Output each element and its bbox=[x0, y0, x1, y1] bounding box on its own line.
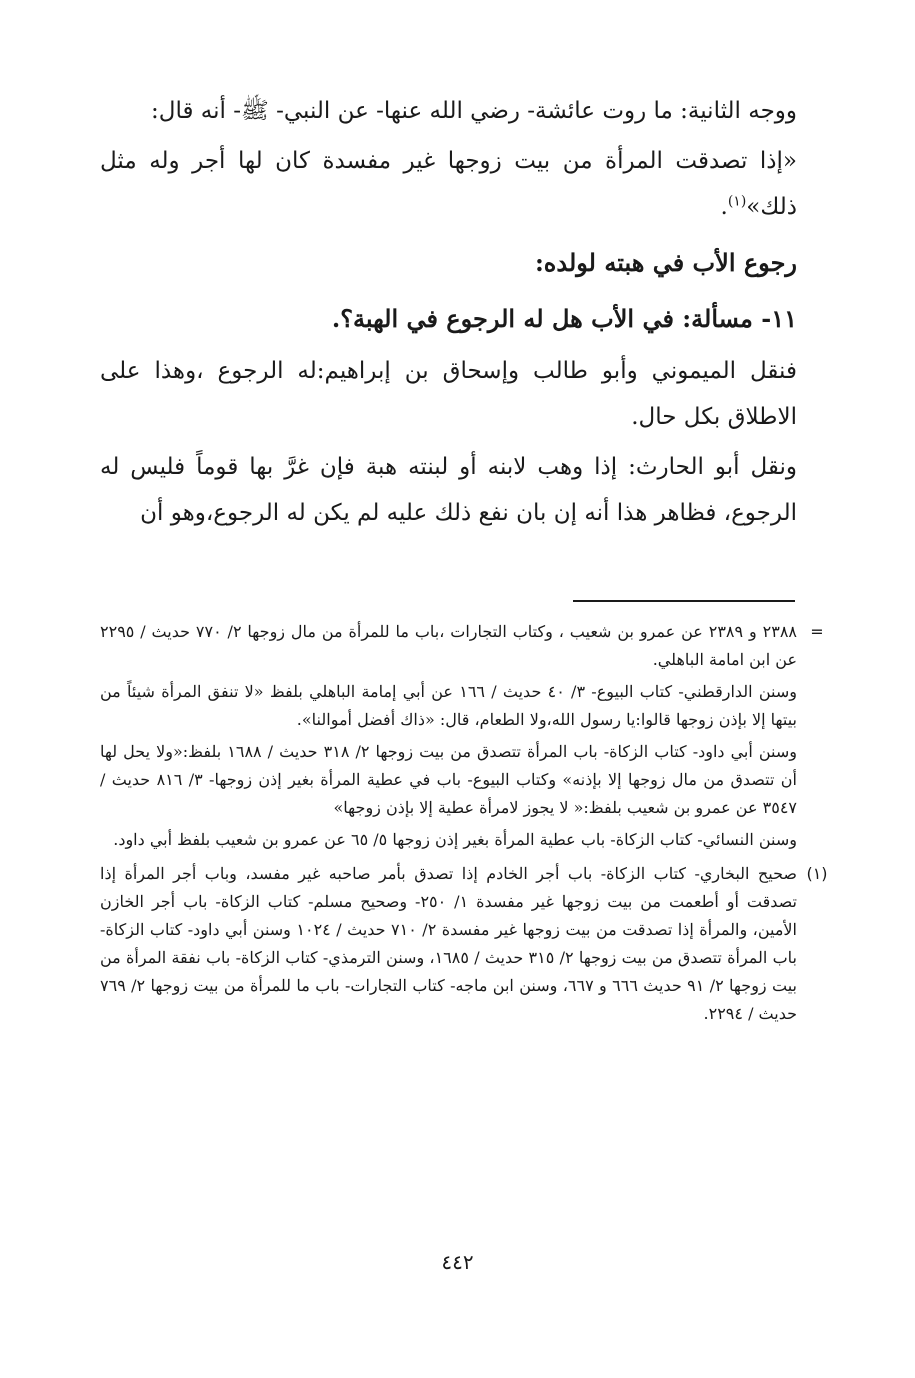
footnote-continued bbox=[100, 618, 824, 854]
footnote-1-marker: (١) bbox=[806, 864, 828, 883]
main-text bbox=[100, 88, 797, 540]
footnote-paragraph: ٢٣٨٨ و ٢٣٨٩ عن عمرو بن شعيب ، وكتاب التجارات ،باب ما للمرأة من مال زوجها ٢/ ٧٧٠ حديث / ٢٢٩٥ عن ابن امامة الباهلي. bbox=[100, 622, 797, 669]
footnote-reference[interactable]: (١) bbox=[727, 193, 747, 210]
paragraph-abu-harith-narration: ونقل أبو الحارث: إذا وهب لابنه أو لبنته هبة فإن غرَّ بها قوماً فليس له الرجوع، فظاهر هذا أنه إن بان نفع ذلك عليه لم يكن له الرجوع،وهو أن bbox=[100, 454, 797, 526]
section-heading: رجوع الأب في هبته لولده: bbox=[534, 248, 797, 277]
paragraph-aisha-hadith-intro: ووجه الثانية: ما روت عائشة- رضي الله عنها- عن النبي- ﷺ- أنه قال: bbox=[151, 98, 797, 124]
footnote-paragraph: وسنن أبي داود- كتاب الزكاة- باب المرأة تتصدق من بيت زوجها ٢/ ٣١٨ حديث / ١٦٨٨ بلفظ:«ولا يحل لها أن تتصدق من مال زوجها إلا بإذنه» وكتاب البيوع- باب في عطية المرأة بغير إذن زوجها- ٣/ ٨١٦ حديث / ٣٥٤٧ عن عمرو بن شعيب بلفظ:« لا يجوز لامرأة عطية إلا بإذن زوجها» bbox=[100, 742, 797, 817]
footnote-1 bbox=[100, 860, 828, 1028]
footnote-continued-marker: = bbox=[810, 622, 824, 641]
page-number: ٤٤٢ bbox=[441, 1250, 474, 1274]
footnote-paragraph: وسنن النسائي- كتاب الزكاة- باب عطية المرأة بغير إذن زوجها ٥/ ٦٥ عن عمرو بن شعيب بلفظ أبي داود. bbox=[113, 830, 797, 849]
paragraph-hadith-quote bbox=[100, 138, 797, 230]
footnotes-section bbox=[100, 618, 828, 1034]
issue-title: ١١- مسألة: في الأب هل له الرجوع في الهبة؟. bbox=[331, 304, 797, 333]
paragraph-maymuni-narration: فنقل الميموني وأبو طالب وإسحاق بن إبراهيم:له الرجوع ،وهذا على الاطلاق بكل حال. bbox=[100, 358, 797, 430]
footnote-1-text: صحيح البخاري- كتاب الزكاة- باب أجر الخادم إذا تصدق بأمر صاحبه غير مفسد، وباب أجر المرأة إذا تصدقت أو أطعمت من بيت زوجها غير مفسدة ١/ ٢٥٠- وصحيح مسلم- كتاب الزكاة- باب أجر الخازن الأمين، والمرأة إذا تصدقت من بيت زوجها غير مفسدة ٢/ ٧١٠ حديث / ١٠٢٤ وسنن أبي داود- كتاب الزكاة- باب المرأة تتصدق من بيت زوجها ٢/ ٣١٥ حديث / ١٦٨٥، وسنن الترمذي- كتاب الزكاة- باب نفقة المرأة من بيت زوجها ٢/ ٩١ حديث ٦٦٦ و ٦٦٧، وسنن ابن ماجه- كتاب التجارات- باب ما للمرأة من بيت زوجها ٢/ ٧٦٩ حديث / ٢٢٩٤. bbox=[100, 864, 798, 1023]
footnote-paragraph: وسنن الدارقطني- كتاب البيوع- ٣/ ٤٠ حديث / ١٦٦ عن أبي إمامة الباهلي بلفظ «لا تنفق المرأة شيئاً من بيتها إلا بإذن زوجها قالوا:يا رسول الله،ولا الطعام، قال: «ذاك أفضل أموالنا». bbox=[100, 682, 798, 729]
hadith-quote-end: . bbox=[720, 194, 728, 220]
footnote-separator bbox=[573, 600, 795, 602]
hadith-quote-text: «إذا تصدقت المرأة من بيت زوجها غير مفسدة كان لها أجر وله مثل ذلك» bbox=[100, 148, 797, 220]
